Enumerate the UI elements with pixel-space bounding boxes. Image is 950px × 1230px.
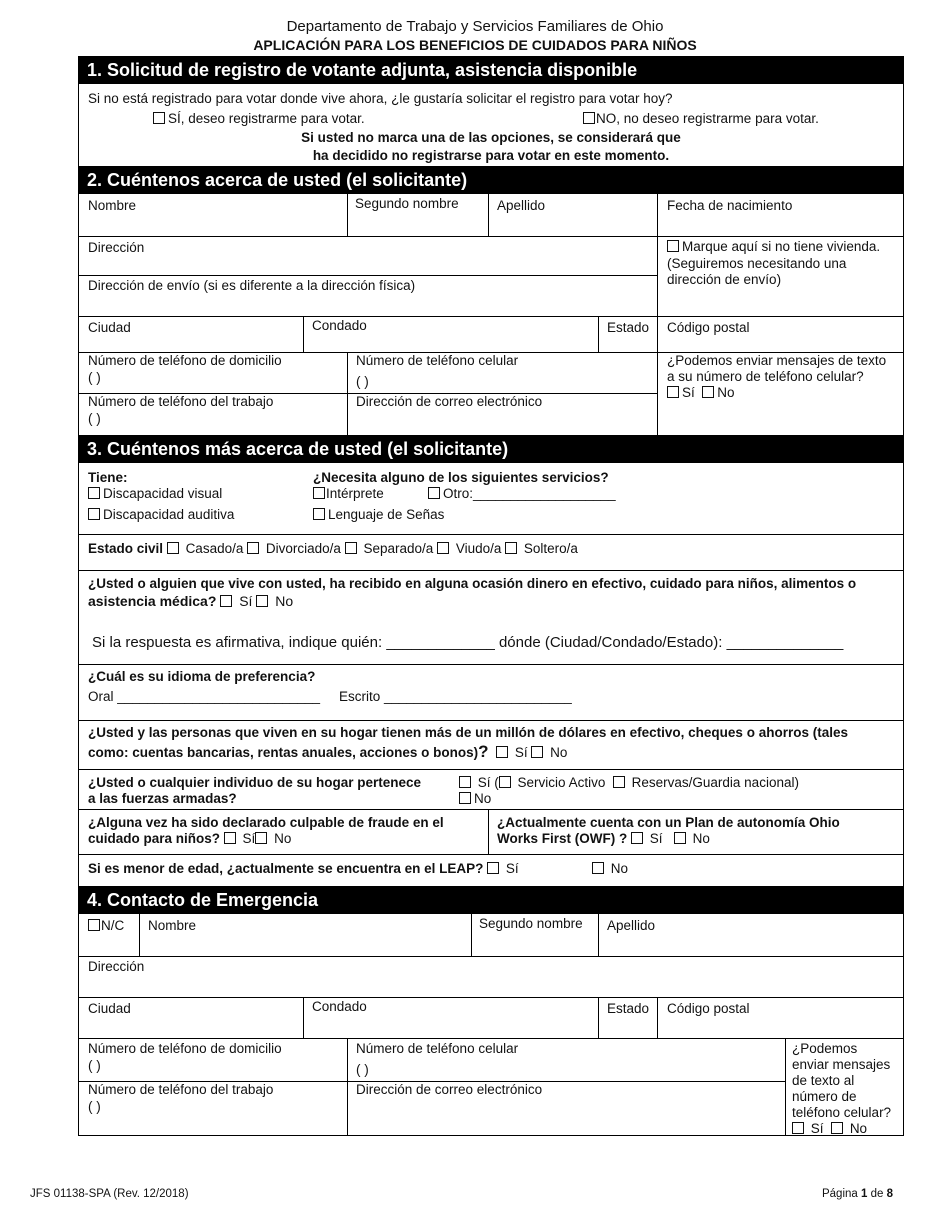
sign-language-checkbox[interactable] — [313, 508, 325, 520]
interpreter-checkbox[interactable] — [313, 487, 325, 499]
fraud-question-line1: ¿Alguna vez ha sido declarado culpable de fraude en el — [88, 815, 444, 830]
applicant-last-name-label: Apellido — [497, 198, 546, 213]
fraud-question-line2: cuidado para niños? Sí No — [88, 831, 292, 846]
department-name: Departamento de Trabajo y Servicios Familiares de Ohio — [286, 18, 664, 35]
section1-title: 1. Solicitud de registro de votante adjunta, asistencia disponible — [78, 56, 904, 84]
address-label: Dirección — [88, 240, 145, 255]
zip-label: Código postal — [667, 320, 750, 335]
sms-yes-checkbox[interactable] — [667, 386, 679, 398]
contact-sms-yes-checkbox[interactable] — [792, 1122, 804, 1134]
contact-work-phone-label: Número de teléfono del trabajo — [88, 1082, 274, 1097]
homeless-note-line3: dirección de envío) — [667, 272, 782, 287]
contact-cell-phone-label: Número de teléfono celular — [356, 1041, 519, 1056]
assets-question-line1: ¿Usted y las personas que viven en su hogar tienen más de un millón de dólares en efectivo, cheques o ahorros (tales — [88, 725, 848, 740]
language-question: ¿Cuál es su idioma de preferencia? — [88, 669, 316, 684]
voter-question: Si no está registrado para votar donde vive ahora, ¿le gustaría solicitar el registro para votar hoy? — [88, 91, 673, 106]
assistance-question-line1: ¿Usted o alguien que vive con usted, ha recibido en alguna ocasión dinero en efectivo, cuidado para niños, alimentos o — [88, 576, 857, 591]
applicant-first-name-label: Nombre — [88, 198, 137, 213]
oral-language-field[interactable]: Oral ___________________________ — [88, 689, 320, 704]
voter-yes-checkbox[interactable] — [153, 112, 165, 124]
work-phone-label: Número de teléfono del trabajo — [88, 394, 274, 409]
voter-note-line2: ha decidido no registrarse para votar en este momento. — [312, 148, 670, 163]
sms-question-line1: ¿Podemos enviar mensajes de texto — [667, 353, 887, 368]
home-phone-label: Número de teléfono de domicilio — [88, 353, 282, 368]
hearing-disability-checkbox[interactable] — [88, 508, 100, 520]
separated-checkbox[interactable] — [345, 542, 357, 554]
contact-home-phone-parens: ( ) — [88, 1058, 101, 1073]
contact-city-label: Ciudad — [88, 1001, 131, 1016]
page-indicator: Página 1 de 8 — [821, 1188, 893, 1200]
contact-sms-no-checkbox[interactable] — [831, 1122, 843, 1134]
contact-middle-name-label: Segundo nombre — [479, 916, 583, 931]
military-question-line2: a las fuerzas armadas? — [88, 791, 237, 806]
contact-email-label: Dirección de correo electrónico — [356, 1082, 543, 1097]
homeless-note-line2: (Seguiremos necesitando una — [667, 256, 847, 271]
sms-question-line2: a su número de teléfono celular? — [667, 369, 864, 384]
owf-question-line2: Works First (OWF) ? Sí No — [497, 831, 710, 846]
contact-home-phone-label: Número de teléfono de domicilio — [88, 1041, 282, 1056]
contact-sms-options: Sí No — [792, 1121, 867, 1136]
assets-no-checkbox[interactable] — [531, 746, 543, 758]
contact-work-phone-parens: ( ) — [88, 1099, 101, 1114]
not-applicable-option[interactable]: N/C — [88, 918, 124, 933]
home-phone-parens: ( ) — [88, 370, 101, 385]
written-language-field[interactable]: Escrito _________________________ — [339, 689, 572, 704]
form-number: JFS 01138-SPA (Rev. 12/2018) — [30, 1188, 189, 1200]
not-applicable-checkbox[interactable] — [88, 919, 100, 931]
leap-no-checkbox[interactable] — [592, 862, 604, 874]
widowed-checkbox[interactable] — [437, 542, 449, 554]
contact-zip-label: Código postal — [667, 1001, 750, 1016]
marital-status-row: Estado civil Casado/a Divorciado/a Separado/a Viudo/a Soltero/a — [88, 541, 578, 556]
visual-disability-option[interactable]: Discapacidad visual — [88, 486, 222, 501]
section2-title: 2. Cuéntenos acerca de usted (el solicitante) — [78, 166, 904, 194]
homeless-option[interactable]: Marque aquí si no tiene vivienda. — [667, 239, 880, 254]
mailing-address-label: Dirección de envío (si es diferente a la dirección física) — [88, 278, 416, 293]
other-service-checkbox[interactable] — [428, 487, 440, 499]
divorced-checkbox[interactable] — [247, 542, 259, 554]
reserves-checkbox[interactable] — [613, 776, 625, 788]
owf-yes-checkbox[interactable] — [631, 832, 643, 844]
contact-sms-line5: teléfono celular? — [792, 1105, 892, 1120]
contact-sms-line1: ¿Podemos — [792, 1041, 858, 1056]
assistance-no-checkbox[interactable] — [256, 595, 268, 607]
voter-no-option[interactable]: NO, no deseo registrarme para votar. — [583, 111, 819, 126]
contact-state-label: Estado — [607, 1001, 650, 1016]
section3-title: 3. Cuéntenos más acerca de usted (el solicitante) — [78, 435, 904, 463]
email-label: Dirección de correo electrónico — [356, 394, 543, 409]
leap-yes-checkbox[interactable] — [487, 862, 499, 874]
work-phone-parens: ( ) — [88, 411, 101, 426]
fraud-yes-checkbox[interactable] — [224, 832, 236, 844]
military-no-option[interactable]: No — [459, 791, 491, 806]
contact-sms-line4: número de — [792, 1089, 857, 1104]
military-yes-checkbox[interactable] — [459, 776, 471, 788]
assistance-who-where: Si la respuesta es afirmativa, indique quién: _____________ dónde (Ciudad/Condado/Estado): ______________ — [92, 634, 844, 651]
cell-phone-parens: ( ) — [356, 374, 369, 389]
owf-question-line1: ¿Actualmente cuenta con un Plan de autonomía Ohio — [497, 815, 840, 830]
military-no-checkbox[interactable] — [459, 792, 471, 804]
disability-heading: Tiene: — [88, 470, 128, 485]
leap-no-option[interactable]: No — [592, 861, 628, 876]
cell-phone-label: Número de teléfono celular — [356, 353, 519, 368]
section4-title: 4. Contacto de Emergencia — [78, 886, 904, 914]
county-label: Condado — [312, 318, 367, 333]
contact-county-label: Condado — [312, 999, 367, 1014]
voter-no-checkbox[interactable] — [583, 112, 595, 124]
contact-address-label: Dirección — [88, 959, 145, 974]
hearing-disability-option[interactable]: Discapacidad auditiva — [88, 507, 234, 522]
single-checkbox[interactable] — [505, 542, 517, 554]
sms-options: Sí No — [667, 385, 735, 400]
military-yes-options: Sí ( Servicio Activo Reservas/Guardia nacional) — [459, 775, 799, 790]
contact-cell-phone-parens: ( ) — [356, 1062, 369, 1077]
assets-question-line2: como: cuentas bancarias, rentas anuales, acciones o bonos)? Sí No — [88, 742, 568, 761]
assets-yes-checkbox[interactable] — [496, 746, 508, 758]
homeless-checkbox[interactable] — [667, 240, 679, 252]
interpreter-option[interactable]: Intérprete — [313, 486, 384, 501]
contact-first-name-label: Nombre — [148, 918, 197, 933]
married-checkbox[interactable] — [167, 542, 179, 554]
applicant-middle-name-label: Segundo nombre — [355, 196, 459, 211]
state-label: Estado — [607, 320, 650, 335]
owf-no-checkbox[interactable] — [674, 832, 686, 844]
contact-sms-line3: de texto al — [792, 1073, 855, 1088]
application-form — [78, 56, 904, 1136]
voter-note-line1: Si usted no marca una de las opciones, se considerará que — [301, 130, 681, 145]
city-label: Ciudad — [88, 320, 131, 335]
contact-sms-line2: enviar mensajes — [792, 1057, 891, 1072]
sms-no-checkbox[interactable] — [702, 386, 714, 398]
military-question-line1: ¿Usted o cualquier individuo de su hogar pertenece — [88, 775, 422, 790]
visual-disability-checkbox[interactable] — [88, 487, 100, 499]
assistance-yes-checkbox[interactable] — [220, 595, 232, 607]
sign-language-option[interactable]: Lenguaje de Señas — [313, 507, 444, 522]
services-heading: ¿Necesita alguno de los siguientes servicios? — [313, 470, 609, 485]
voter-yes-option[interactable]: SÍ, deseo registrarme para votar. — [153, 111, 365, 126]
assistance-question-line2: asistencia médica? Sí No — [88, 593, 294, 609]
birth-date-label: Fecha de nacimiento — [667, 198, 793, 213]
fraud-no-checkbox[interactable] — [255, 832, 267, 844]
other-service-option[interactable]: Otro:___________________ — [428, 486, 616, 501]
form-title: APLICACIÓN PARA LOS BENEFICIOS DE CUIDADOS PARA NIÑOS — [253, 37, 697, 53]
contact-last-name-label: Apellido — [607, 918, 656, 933]
leap-question: Si es menor de edad, ¿actualmente se encuentra en el LEAP? Sí — [88, 861, 519, 876]
active-duty-checkbox[interactable] — [499, 776, 511, 788]
